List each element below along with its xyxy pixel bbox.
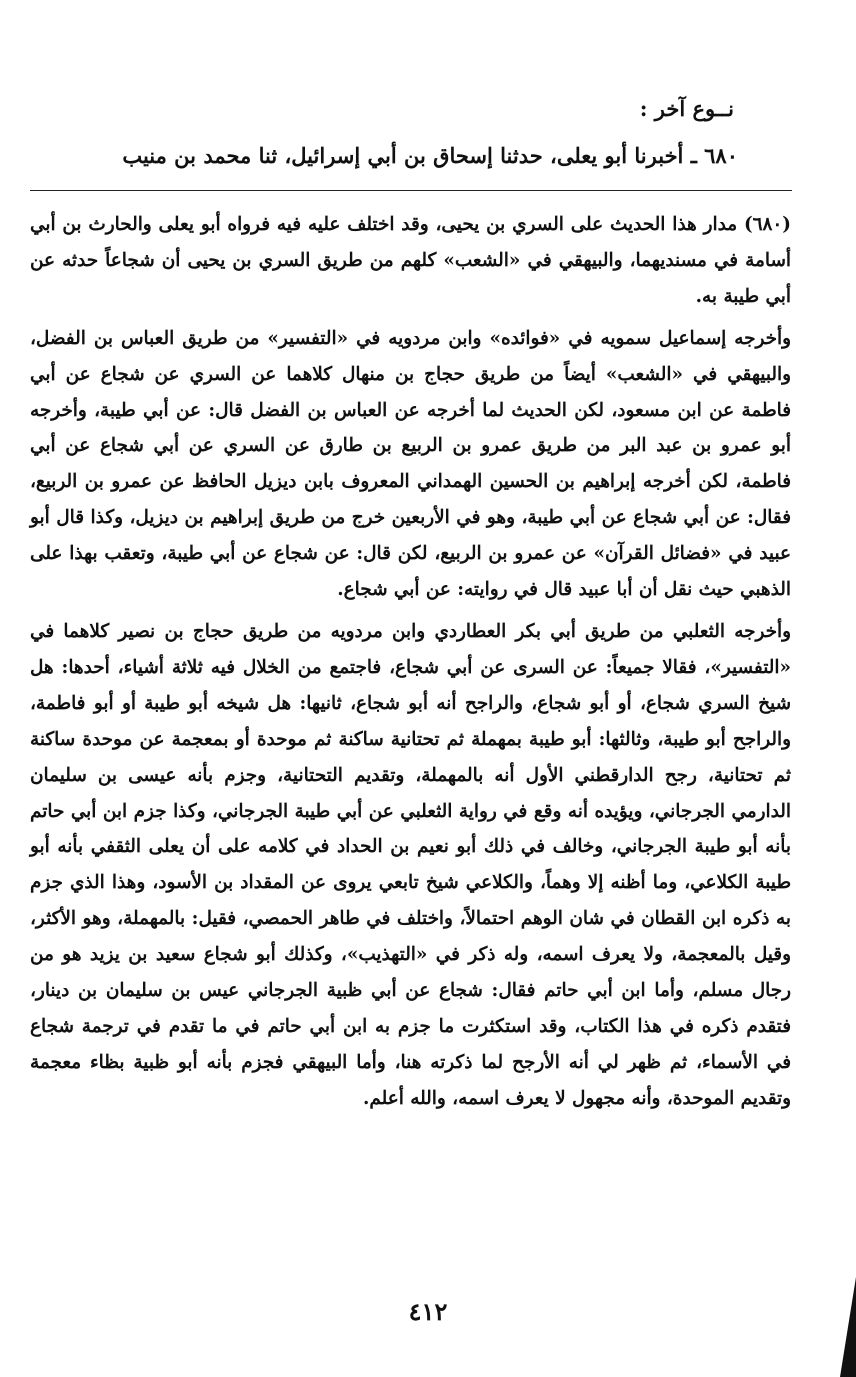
footnote-paragraph-3: وأخرجه الثعلبي من طريق أبي بكر العطاردي وابن مردويه من طريق حجاج بن نصير كلاهما في «التفسير»، فقالا جميعاً: عن السرى عن أبي شجاع، فاجتمع من الخلال فيه ثلاثة أشياء، أحدها: هل شيخ السري شجاع، أو أبو شجاع، والراجح أنه أبو شجاع، ثانيها: هل شيخه أبو طيبة أو أبو فاطمة، والراجح أبو طيبة، وثالثها: أبو طيبة بمهملة ثم تحتانية ساكنة ثم موحدة أو بمعجمة عن موحدة ساكنة ثم تحتانية، رجح الدارقطني الأول أنه بالمهملة، وتقديم التحتانية، وجزم بأنه عيسى بن سليمان الدارمي الجرجاني، ويؤيده أنه وقع في رواية الثعلبي عن أبي طيبة الجرجاني، وكذا جزم ابن أبي حاتم بأنه أبو طيبة الجرجاني، وخالف في ذلك أبو نعيم بن الحداد في كلامه على أن يعلى الثقفي بأنه أبو طيبة الكلاعي، وما أظنه إلا وهماً، والكلاعي شيخ تابعي يروى عن المقداد بن الأسود، وهذا الذي جزم به ذكره ابن القطان في شان الوهم احتمالاً، واختلف في طاهر الحمصي، فقيل: بالمهملة، وهو الأكثر، وقيل بالمعجمة، ولا يعرف اسمه، وله ذكر في «التهذيب»، وكذلك أبو شجاع سعيد بن يزيد هو من رجال مسلم، وأما ابن أبي حاتم فقال: شجاع عن أبي ظبية الجرجاني عيس بن سليمان بن دينار، فتقدم ذكره في هذا الكتاب، وقد استكثرت ما جزم به ابن أبي حاتم في ما تقدم في ترجمة شجاع في الأسماء، ثم ظهر لي أنه الأرجح لما ذكرته هنا، وأما البيهقي فجزم بأنه أبو ظبية بظاء معجمة وتقديم الموحدة، وأنه مجهول لا يعرف اسمه، والله أعلم. [30,620,791,1109]
page-number: ٤١٢ [408,1297,448,1326]
page-edge-shadow [834,1277,856,1377]
footnote-separator [30,190,792,191]
footnote-paragraph-2: وأخرجه إسماعيل سمويه في «فوائده» وابن مردويه في «التفسير» من طريق العباس بن الفضل، والبيهقي في «الشعب» أيضاً من طريق حجاج بن منهال كلاهما عن السري عن شجاع عن أبي فاطمة عن ابن مسعود، لكن الحديث لما أخرجه عن العباس بن الفضل قال: عن أبي طيبة، وأخرجه أبو عمرو بن عبد البر من طريق عمرو بن الربيع بن طارق عن السري عن أبي شجاع عن أبي فاطمة، لكن أخرجه إبراهيم بن الحسين الهمداني المعروف بابن ديزيل الحافظ عن عمرو بن الربيع، فقال: عن أبي شجاع عن أبي طيبة، وهو في الأربعين خرج من طريق إبراهيم بن ديزيل، وكذا قال أبو عبيد في «فضائل القرآن» عن عمرو بن الربيع، لكن قال: عن شجاع عن أبي طيبة، وتعقب بهذا على الذهبي حيث نقل أن أبا عبيد قال في روايته: عن أبي شجاع. [30,327,791,601]
footnote-paragraph-1: (٦٨٠) مدار هذا الحديث على السري بن يحيى، وقد اختلف عليه فيه فرواه أبو يعلى والحارث بن أبي أسامة في مسنديهما، والبيهقي في «الشعب» كلهم من طريق السري بن يحيى أن شجاعاً حدثه عن أبي طيبة به. [30,214,791,307]
hadith-main-line: ٦٨٠ ـ أخبرنا أبو يعلى، حدثنا إسحاق بن أبي إسرائيل، ثنا محمد بن منيب [122,143,738,168]
footnote-block [30,207,791,1117]
section-heading: نــوع آخر : [639,96,734,121]
